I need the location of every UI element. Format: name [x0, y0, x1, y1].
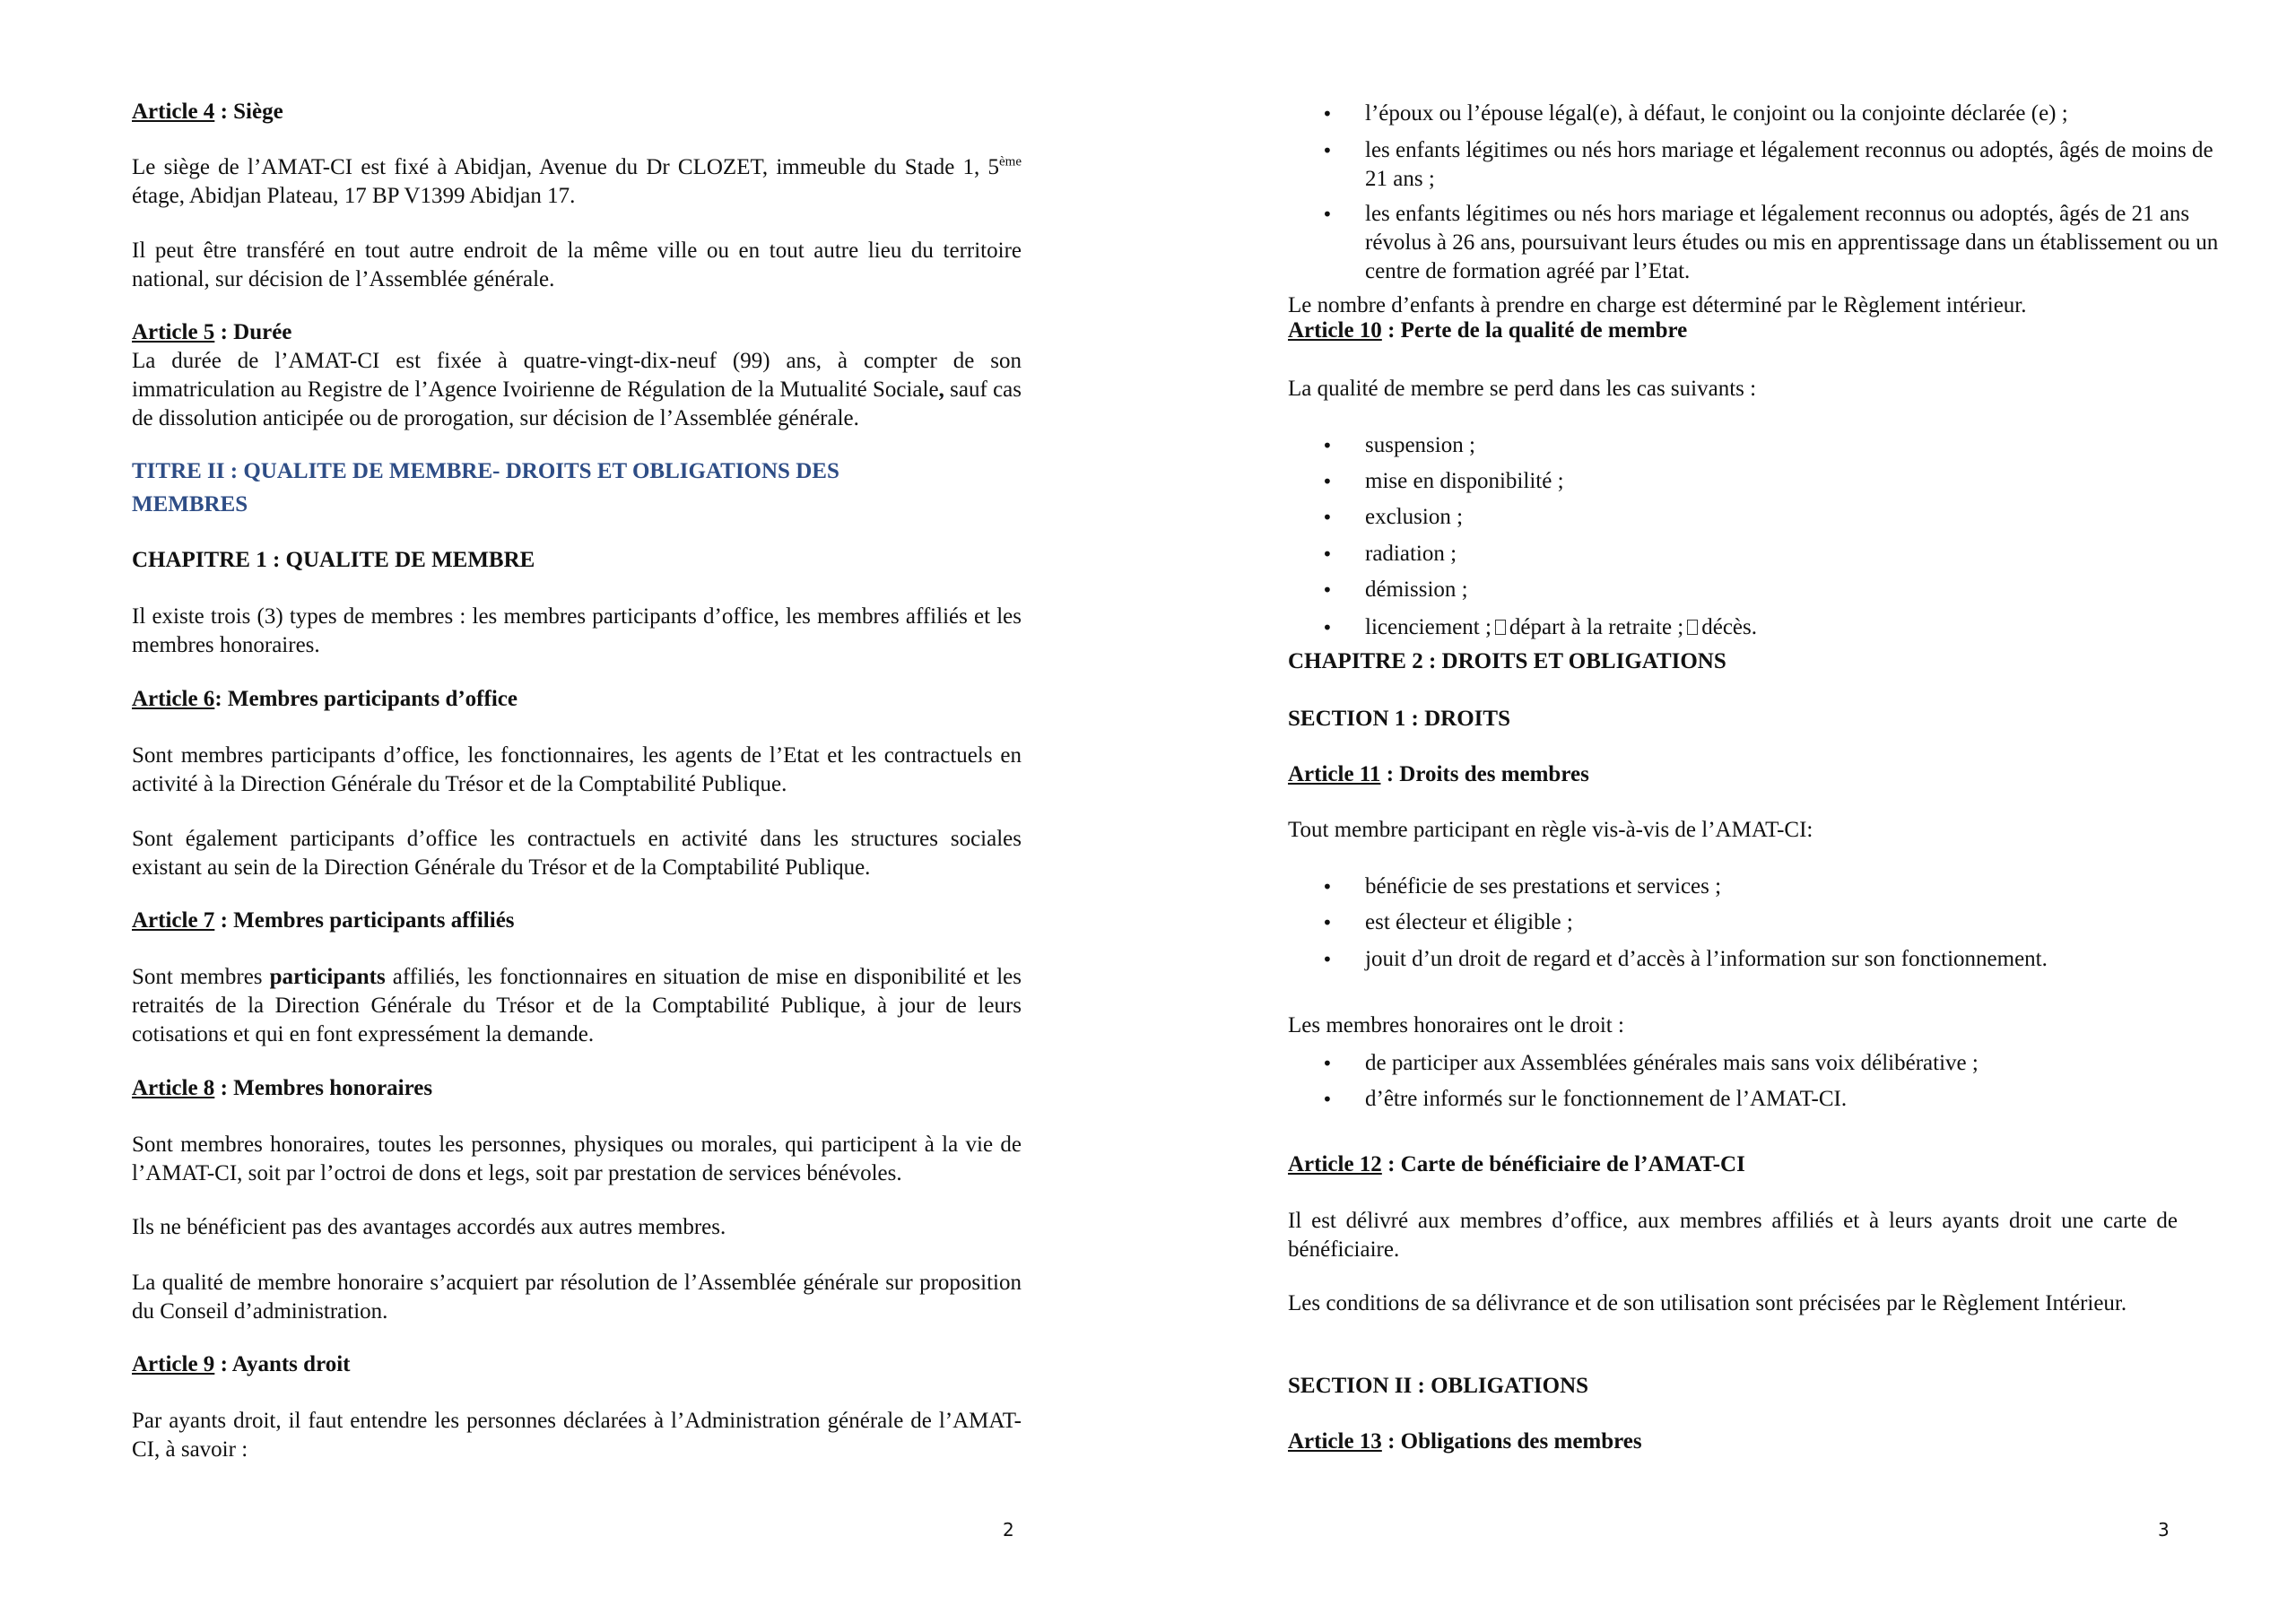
titre-2-heading: TITRE II : QUALITE DE MEMBRE- DROITS ET OBLIGATIONS DES MEMBRES: [132, 459, 839, 516]
bullet-icon: •: [1322, 471, 1333, 492]
list-item: • jouit d’un droit de regard et d’accès à l’information sur son fonctionnement.: [1288, 945, 2226, 974]
bullet-icon: •: [1322, 579, 1333, 601]
article-7-title: : Membres participants affiliés: [214, 908, 515, 933]
enfants-note: Le nombre d’enfants à prendre en charge est déterminé par le Règlement intérieur.: [1288, 293, 2027, 317]
article-8-number: Article 8: [132, 1076, 215, 1100]
section-1-heading: SECTION 1 : DROITS: [1288, 707, 1510, 731]
article-6-number: Article 6: [132, 687, 215, 711]
article-4-paragraph-1: [132, 153, 1022, 211]
droits-honoraires-list: [1288, 1049, 2178, 1116]
bullet-icon: •: [1322, 1053, 1333, 1074]
list-item: • licenciement ; départ à la retraite ; décès.: [1288, 613, 2226, 642]
list-item: • les enfants légitimes ou nés hors mariage et légalement reconnus ou adoptés, âgés de 21 ans révolus à 26 ans, poursuivant leurs études ou mis en apprentissage dans un établissement ou un centre de formation agréé par l’Etat.: [1322, 202, 2219, 283]
bullet-icon: •: [1322, 543, 1333, 565]
article-10-heading: [1288, 317, 2178, 345]
article-8-paragraph-1: Sont membres honoraires, toutes les personnes, physiques ou morales, qui participent à la vie de l’AMAT-CI, soit par l’octroi de dons et legs, soit par prestation de services bénévoles.: [132, 1133, 1022, 1185]
list-item: • mise en disponibilité ;: [1288, 467, 2226, 496]
article-5-title: : Durée: [214, 320, 292, 344]
list-item: • de participer aux Assemblées générales mais sans voix délibérative ;: [1288, 1049, 2226, 1078]
article-4-p1-sup: ème: [999, 154, 1022, 169]
article-10-number: Article 10: [1288, 318, 1382, 343]
article-4-number: Article 4: [132, 100, 215, 124]
article-4-paragraph-2: Il peut être transféré en tout autre endroit de la même ville ou en tout autre lieu du territoire national, sur décision de l’Assemblée générale.: [132, 239, 1022, 291]
article-8-heading: [132, 1074, 1022, 1103]
article-11-number: Article 11: [1288, 762, 1381, 786]
article-8-paragraph-3: La qualité de membre honoraire s’acquiert par résolution de l’Assemblée générale sur proposition du Conseil d’administration.: [132, 1271, 1022, 1324]
article-11-title: : Droits des membres: [1380, 762, 1589, 786]
section-2-heading: SECTION II : OBLIGATIONS: [1288, 1374, 1589, 1398]
article-7-paragraph-1: [132, 963, 1022, 1049]
page-number: 3: [2158, 1519, 2170, 1541]
article-9-paragraph-1: Par ayants droit, il faut entendre les personnes déclarées à l’Administration générale de l’AMAT-CI, à savoir :: [132, 1409, 1022, 1462]
article-10-paragraph-1: La qualité de membre se perd dans les cas suivants :: [1288, 377, 1757, 401]
article-12-paragraph-2: Les conditions de sa délivrance et de son utilisation sont précisées par le Règlement Intérieur.: [1288, 1291, 2127, 1315]
article-6-title: : Membres participants d’office: [214, 687, 517, 711]
article-9-number: Article 9: [132, 1352, 215, 1376]
article-5-p1-comma: ,: [938, 378, 944, 402]
article-9-title: : Ayants droit: [214, 1352, 351, 1376]
list-item: • suspension ;: [1288, 431, 2226, 460]
article-7-heading: [132, 907, 1022, 935]
bullet-icon: •: [1322, 140, 1333, 161]
bullet-icon: •: [1322, 912, 1333, 933]
article-5-p1-text-b: sauf cas de dissolution anticipée ou de prorogation, sur décision de l’Assemblée générale.: [132, 378, 1022, 430]
list-item: • les enfants légitimes ou nés hors mariage et légalement reconnus ou adoptés, âgés de moins de 21 ans ;: [1322, 138, 2213, 191]
article-7-p1-text-a: Sont membres: [132, 965, 270, 989]
ayants-droit-list: [1288, 100, 2219, 283]
article-6-heading: [132, 685, 1022, 714]
article-9-heading: [132, 1350, 1022, 1379]
article-12-heading: [1288, 1150, 2178, 1179]
bullet-icon: •: [1322, 204, 1333, 225]
article-11-paragraph-2: Les membres honoraires ont le droit :: [1288, 1013, 1624, 1037]
list-item: • bénéficie de ses prestations et services ;: [1288, 872, 2226, 901]
article-13-number: Article 13: [1288, 1429, 1382, 1454]
article-8-title: : Membres honoraires: [214, 1076, 433, 1100]
bullet-icon: •: [1322, 507, 1333, 528]
article-7-p1-text-b: affiliés, les fonctionnaires en situation de mise en disponibilité et les retraités de la Direction Générale du Trésor et de la Comptabilité Publique, à jour de leurs cotisations et qui en font expressément la demande.: [132, 965, 1022, 1046]
article-5-number: Article 5: [132, 320, 215, 344]
chapitre-2-heading: CHAPITRE 2 : DROITS ET OBLIGATIONS: [1288, 649, 1726, 673]
chapitre-1-paragraph: Il existe trois (3) types de membres : les membres participants d’office, les membres affiliés et les membres honoraires.: [132, 604, 1022, 657]
article-12-paragraph-1: Il est délivré aux membres d’office, aux membres affiliés et à leurs ayants droit une carte de bénéficiaire.: [1288, 1209, 2178, 1262]
article-6-paragraph-2: Sont également participants d’office les contractuels en activité dans les structures sociales existant au sein de la Direction Générale du Trésor et de la Comptabilité Publique.: [132, 827, 1022, 880]
perte-qualite-list: [1288, 431, 2178, 655]
missing-glyph-icon: [1687, 620, 1698, 635]
bullet-icon: •: [1322, 617, 1333, 638]
chapitre-1-heading: CHAPITRE 1 : QUALITE DE MEMBRE: [132, 548, 535, 572]
article-4-heading: [132, 98, 1022, 126]
list-item: • l’époux ou l’épouse légal(e), à défaut, le conjoint ou la conjointe déclarée (e) ;: [1288, 100, 2226, 128]
list-item: • est électeur et éligible ;: [1288, 908, 2226, 937]
bullet-icon: •: [1322, 435, 1333, 456]
list-item: • radiation ;: [1288, 540, 2226, 568]
list-item: • exclusion ;: [1288, 503, 2226, 532]
bullet-icon: •: [1322, 949, 1333, 970]
missing-glyph-icon: [1495, 620, 1506, 635]
article-11-heading: [1288, 760, 2178, 789]
article-10-title: : Perte de la qualité de membre: [1381, 318, 1688, 343]
article-12-title: : Carte de bénéficiaire de l’AMAT-CI: [1381, 1152, 1745, 1176]
article-4-title: : Siège: [214, 100, 283, 124]
article-8-paragraph-2: Ils ne bénéficient pas des avantages accordés aux autres membres.: [132, 1215, 726, 1239]
article-11-paragraph-1: Tout membre participant en règle vis-à-vis de l’AMAT-CI:: [1288, 818, 1813, 842]
bullet-icon: •: [1322, 1089, 1333, 1110]
article-5-paragraph-1: [132, 347, 1022, 433]
droits-membres-list: [1288, 872, 2178, 971]
list-item: • d’être informés sur le fonctionnement de l’AMAT-CI.: [1288, 1085, 2226, 1114]
article-5-p1-text-a: La durée de l’AMAT-CI est fixée à quatre-vingt-dix-neuf (99) ans, à compter de son immatriculation au Registre de l’Agence Ivoirienne de Régulation de la Mutualité Sociale: [132, 349, 1022, 402]
article-5-heading: [132, 318, 1022, 347]
article-7-number: Article 7: [132, 908, 215, 933]
list-item: • démission ;: [1288, 576, 2226, 604]
article-7-p1-bold: participants: [269, 965, 386, 989]
article-13-title: : Obligations des membres: [1381, 1429, 1642, 1454]
article-6-paragraph-1: Sont membres participants d’office, les fonctionnaires, les agents de l’Etat et les contractuels en activité à la Direction Générale du Trésor et de la Comptabilité Publique.: [132, 743, 1022, 796]
article-4-p1-text-a: Le siège de l’AMAT-CI est fixé à Abidjan, Avenue du Dr CLOZET, immeuble du Stade 1, 5: [132, 155, 1000, 179]
article-12-number: Article 12: [1288, 1152, 1382, 1176]
bullet-icon: •: [1322, 876, 1333, 898]
page-3: [1148, 0, 2296, 1623]
article-4-p1-text-b: étage, Abidjan Plateau, 17 BP V1399 Abidjan 17.: [132, 184, 576, 208]
bullet-icon: •: [1322, 103, 1333, 125]
article-13-heading: [1288, 1428, 2178, 1456]
page-number: 2: [1003, 1519, 1014, 1541]
